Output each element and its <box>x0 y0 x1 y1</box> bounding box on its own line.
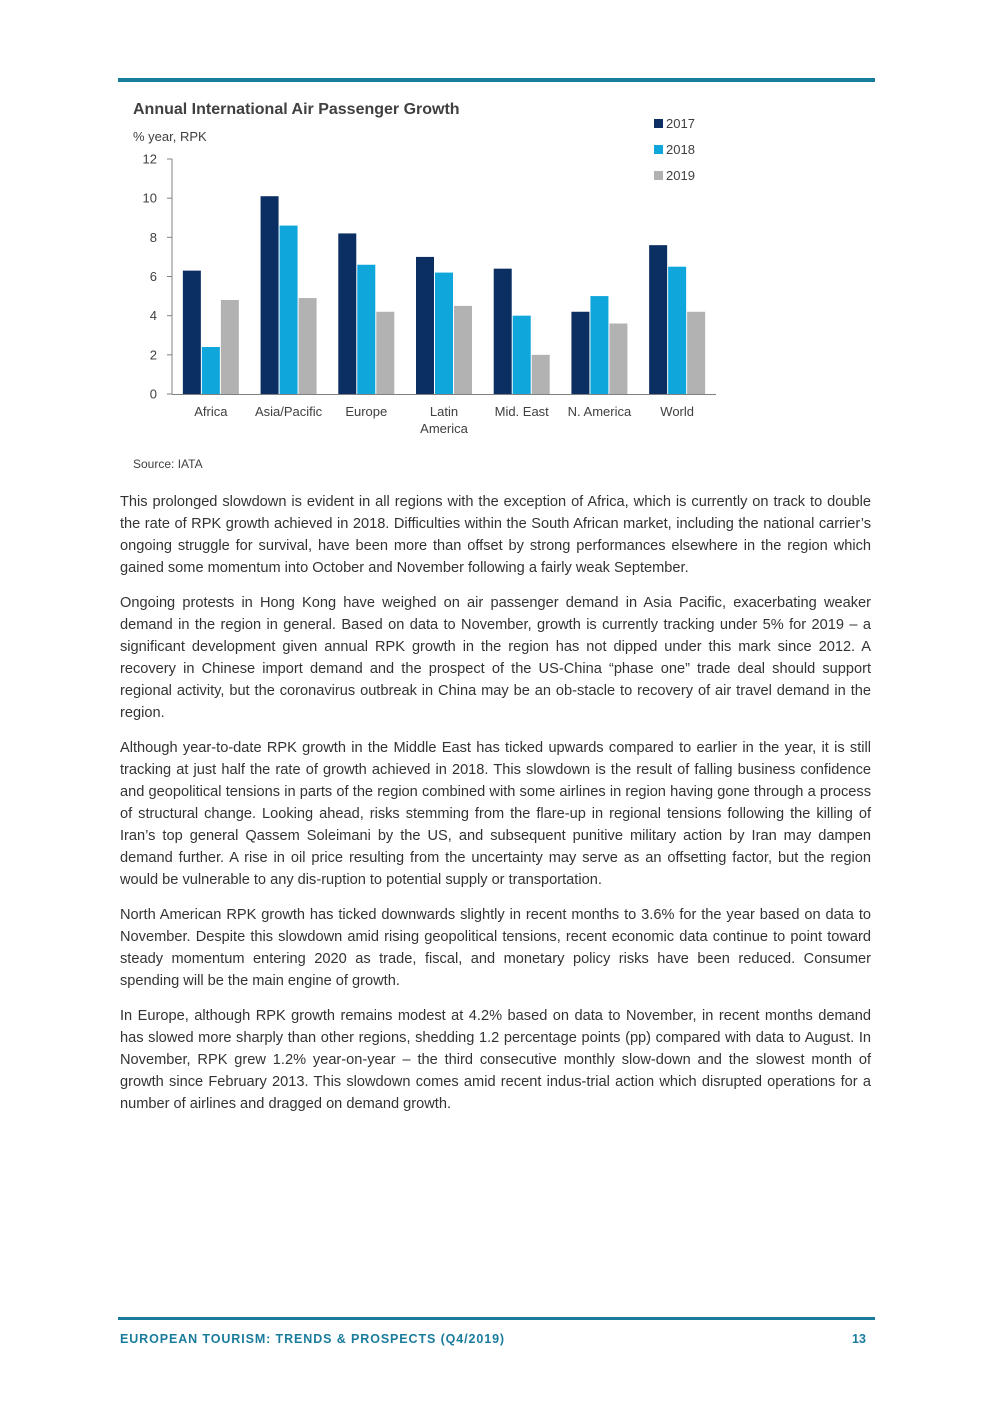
bar-2018 <box>668 267 686 394</box>
bar-2019 <box>299 298 317 394</box>
chart-source: Source: IATA <box>133 457 203 471</box>
bar-2017 <box>494 269 512 394</box>
bar-2019 <box>376 312 394 394</box>
x-tick-label: Asia/Pacific <box>254 404 323 419</box>
legend-item-2017 <box>654 110 695 136</box>
bottom-rule <box>118 1317 875 1320</box>
legend-swatch-2019 <box>654 171 663 180</box>
legend-label-2018: 2018 <box>666 141 695 157</box>
bar-2019 <box>454 306 472 394</box>
paragraph-asia-pacific: Ongoing protests in Hong Kong have weighed on air passenger demand in Asia Pacific, exacerbating weaker demand in the region in general. Based on data to November, growth is currently tracking under 5% for 2019 – a significant development given annual RPK growth in the region has not dipped under this mark since 2012. A recovery in Chinese import demand and the prospect of the US-China “phase one” trade deal should support regional activity, but the coronavirus outbreak in China may be an ob-stacle to recovery of air travel demand in the region. <box>120 595 871 721</box>
page-number: 13 <box>852 1332 866 1346</box>
legend-label-2017: 2017 <box>666 115 695 131</box>
x-tick-label: N. America <box>567 404 632 419</box>
x-tick-label: Europe <box>345 404 388 419</box>
paragraph-africa: This prolonged slowdown is evident in all regions with the exception of Africa, which is currently on track to double the rate of RPK growth achieved in 2018. Difficulties within the South African market, including the national carrier’s ongoing struggle for survival, have been more than offset by strong performances elsewhere in the region which gained some momentum into October and November following a fairly weak September. <box>120 494 871 576</box>
y-tick-label: 10 <box>142 190 157 206</box>
bar-2019 <box>532 355 550 394</box>
y-tick-label: 12 <box>142 151 157 167</box>
chart-plot <box>0 0 992 480</box>
body-text <box>120 491 871 1128</box>
x-tick-label: World <box>660 404 695 419</box>
x-tick-label: Latin <box>429 404 459 419</box>
bar-2018 <box>435 273 453 394</box>
bar-2018 <box>590 296 608 394</box>
bar-2018 <box>202 347 220 394</box>
paragraph-middle-east: Although year-to-date RPK growth in the Middle East has ticked upwards compared to earlier in the year, it is still tracking at just half the rate of growth achieved in 2018. This slowdown is the result of falling business confidence and geopolitical tensions in parts of the region combined with some airlines in region having gone through a process of structural change. Looking ahead, risks stemming from the flare-up in regional tensions following the killing of Iran’s top general Qassem Soleimani by the US, and subsequent punitive military action by Iran may dampen demand further. A rise in oil price resulting from the uncertainty may serve as an offsetting factor, but the region would be vulnerable to any dis-ruption to potential supply or transportation. <box>120 740 871 888</box>
y-tick-label: 8 <box>149 229 157 245</box>
chart-ylabel: % year, RPK <box>133 129 207 144</box>
bar-2018 <box>513 316 531 394</box>
bar-2017 <box>261 196 279 394</box>
bar-2019 <box>609 324 627 395</box>
paragraph-europe: In Europe, although RPK growth remains modest at 4.2% based on data to November, in recent months demand has slowed more sharply than other regions, shedding 1.2 percentage points (pp) compared with data to August. In November, RPK grew 1.2% year-on-year – the third consecutive monthly slow-down and the slowest month of growth since February 2013. This slowdown comes amid recent indus-trial action which disrupted operations for a number of airlines and dragged on demand growth. <box>120 1008 871 1112</box>
chart-legend <box>654 110 695 188</box>
bar-2017 <box>571 312 589 394</box>
legend-swatch-2017 <box>654 119 663 128</box>
bar-2017 <box>183 271 201 394</box>
y-tick-label: 6 <box>149 269 157 284</box>
y-tick-label: 4 <box>149 308 157 324</box>
x-tick-label: America <box>420 421 468 436</box>
bar-2017 <box>416 257 434 394</box>
legend-swatch-2018 <box>654 145 663 154</box>
bar-2017 <box>338 233 356 394</box>
y-tick-label: 2 <box>149 347 157 363</box>
footer-title: EUROPEAN TOURISM: TRENDS & PROSPECTS (Q4/2019) <box>120 1332 505 1346</box>
bar-2018 <box>280 226 298 394</box>
chart-title: Annual International Air Passenger Growth <box>133 101 460 118</box>
legend-item-2018 <box>654 136 695 162</box>
legend-label-2019: 2019 <box>666 167 695 183</box>
bar-2019 <box>687 312 705 394</box>
bar-2017 <box>649 245 667 394</box>
paragraph-north-america: North American RPK growth has ticked downwards slightly in recent months to 3.6% for the year based on data to November. Despite this slowdown amid rising geopolitical tensions, recent economic data continue to point toward steady momentum entering 2020 as trade, fiscal, and monetary policy risks have been reduced. Consumer spending will be the main engine of growth. <box>120 907 871 989</box>
bar-2018 <box>357 265 375 394</box>
legend-item-2019 <box>654 162 695 188</box>
x-tick-label: Mid. East <box>494 404 549 419</box>
x-tick-label: Africa <box>194 404 228 419</box>
bar-2019 <box>221 300 239 394</box>
y-tick-label: 0 <box>149 386 157 402</box>
